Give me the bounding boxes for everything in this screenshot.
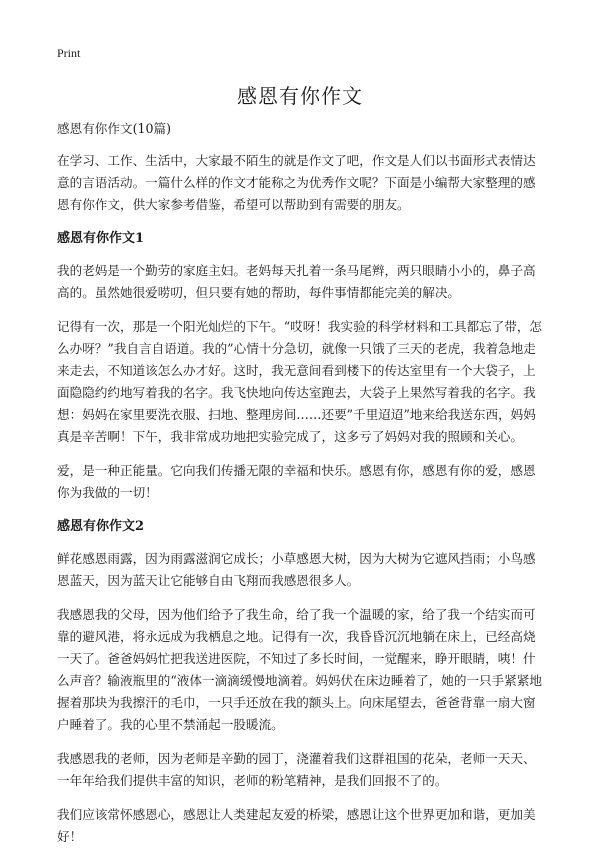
paragraph: 鲜花感恩雨露，因为雨露滋润它成长；小草感恩大树，因为大树为它遮风挡雨；小鸟感恩蓝天，因为蓝天让它能够自由飞翔而我感恩很多人。	[57, 551, 536, 588]
paragraph: 我的老妈是一个勤劳的家庭主妇。老妈每天扎着一条马尾辫，两只眼睛小小的，鼻子高高的。虽然她很爱唠叨，但只要有她的帮助，每件事情都能完美的解决。	[57, 263, 536, 300]
paragraph: 记得有一次，那是一个阳光灿烂的下午。“哎呀！我实验的科学材料和工具都忘了带，怎么办呀？”我自言自语道。我的”心情十分急切，就像一只饿了三天的老虎，我着急地走来走去，不知道该怎么办才好。这时，我无意间看到楼下的传达室里有一个大袋子，上面隐隐约约地写着我的名字。我飞快地向传达室跑去，大袋子上果然写着我的名字。我想：妈妈在家里要洗衣服、扫地、整理房间……还要”千里迢迢”地来给我送东西，妈妈真是辛苦啊！下午，我非常成功地把实验完成了，这多亏了妈妈对我的照顾和关心。	[57, 319, 543, 444]
page-title: 感恩有你作文	[237, 84, 363, 108]
paragraph: 我感恩我的老师，因为老师是辛勤的园丁，浇灌着我们这群祖国的花朵，老师一天天、一年年给我们提供丰富的知识，老师的粉笔精神，是我们回报不了的。	[57, 751, 536, 788]
section-heading-1: 感恩有你作文1	[57, 231, 145, 246]
paragraph: 爱，是一种正能量。它向我们传播无限的幸福和快乐。感恩有你，感恩有你的爱，感恩你为我做的一切！	[57, 463, 536, 500]
paragraph: 我感恩我的父母，因为他们给予了我生命，给了我一个温暖的家，给了我一个结实而可靠的避风港，将永远成为我栖息之地。记得有一次，我昏昏沉沉地躺在床上，已经高烧一天了。爸爸妈妈忙把我送进医院，不知过了多长时间，一觉醒来，睁开眼睛，咦！什么声音？输液瓶里的“液体一滴滴缓慢地滴着。妈妈伏在床边睡着了，她的一只手紧紧地握着那块为我擦汗的毛巾，一只手还放在我的额头上。向床尾望去，爸爸背靠一扇大窗户睡着了。我的心里不禁涌起一股暖流。	[57, 607, 543, 732]
article-subtitle: 感恩有你作文(10篇)	[57, 121, 172, 136]
paragraph: 我们应该常怀感恩心，感恩让人类建起友爱的桥梁，感恩让这个世界更加和谐，更加美好！	[57, 807, 536, 844]
section-heading-2: 感恩有你作文2	[57, 519, 145, 534]
print-label: Print	[57, 46, 81, 60]
intro-paragraph: 在学习、工作、生活中，大家最不陌生的就是作文了吧，作文是人们以书面形式表情达意的言语活动。一篇什么样的作文才能称之为优秀作文呢？下面是小编帮大家整理的感恩有你作文，供大家参考借鉴，希望可以帮助到有需要的朋友。	[57, 153, 536, 212]
article-body	[57, 118, 547, 860]
